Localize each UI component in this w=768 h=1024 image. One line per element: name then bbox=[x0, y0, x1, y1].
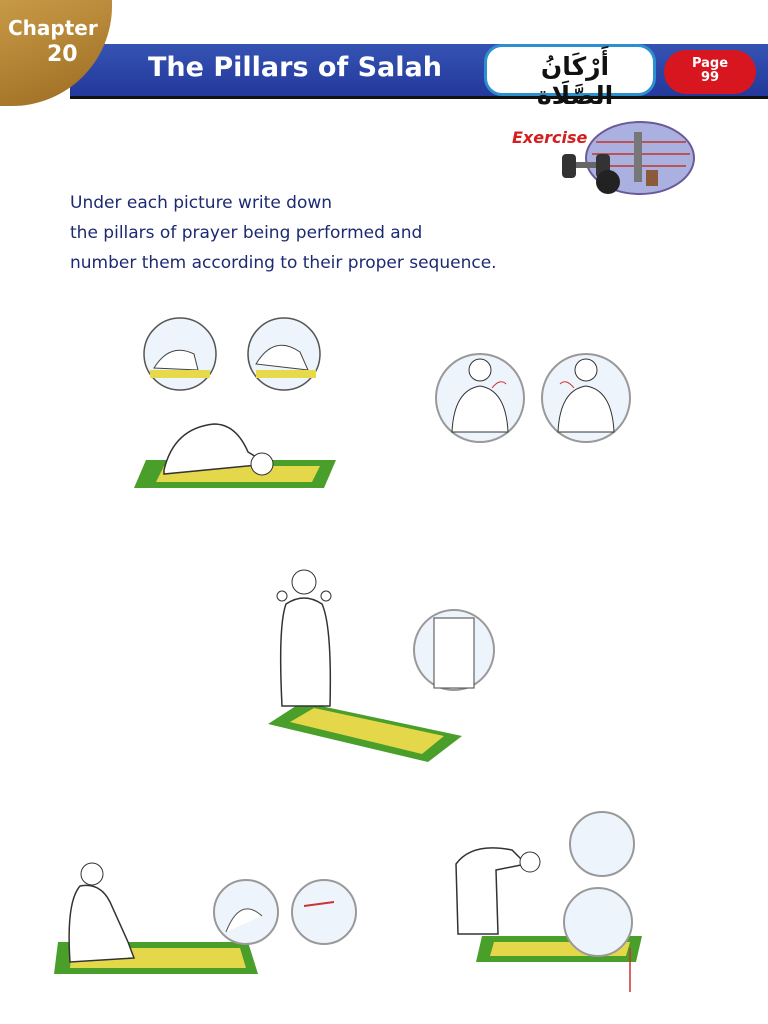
arabic-title: أَرْكَانُ الصَّلَاة bbox=[536, 52, 614, 110]
instruction-line: Under each picture write down bbox=[70, 193, 333, 213]
sitting-illustration bbox=[50, 862, 370, 982]
bowing-illustration bbox=[442, 814, 662, 994]
instruction-line: the pillars of prayer being performed and bbox=[70, 223, 423, 243]
page-title: The Pillars of Salah bbox=[148, 52, 442, 83]
standing-illustration bbox=[262, 566, 502, 766]
chapter-label: Chapter bbox=[8, 16, 98, 40]
instruction-line: number them according to their proper sequence. bbox=[70, 253, 497, 273]
chapter-number: 20 bbox=[47, 42, 78, 67]
exercise-label: Exercise bbox=[512, 128, 588, 147]
page-badge bbox=[664, 50, 756, 94]
prostration-illustration bbox=[124, 318, 344, 498]
page-number: 99 bbox=[700, 70, 720, 85]
instructions bbox=[70, 188, 630, 278]
page-label: Page bbox=[691, 56, 729, 71]
tasleem-illustration bbox=[434, 352, 634, 452]
